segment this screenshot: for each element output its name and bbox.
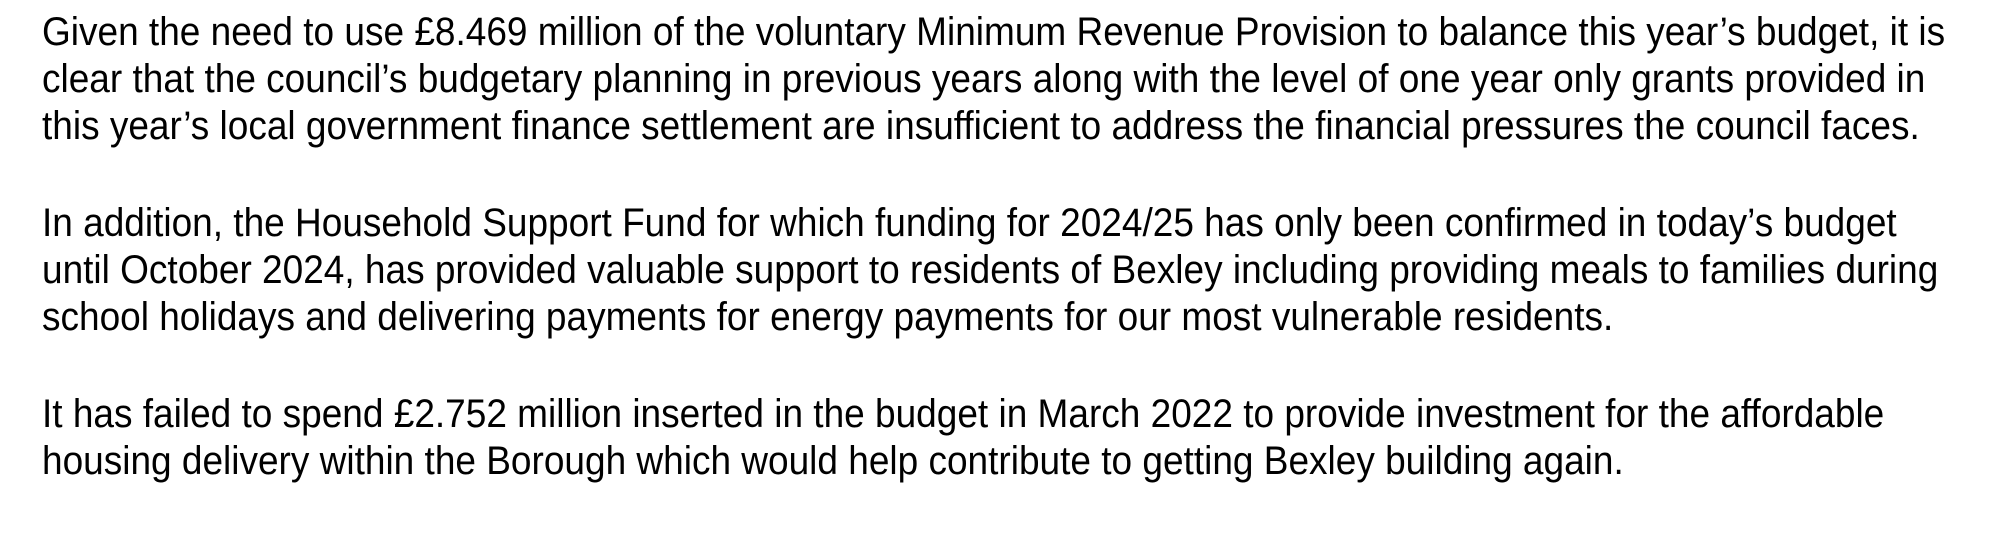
paragraph-household-support-fund xyxy=(42,200,2000,341)
paragraph-affordable-housing xyxy=(42,391,2000,485)
text-line: It has failed to spend £2.752 million inserted in the budget in March 2022 to provide investment for the affordable xyxy=(42,392,1885,436)
paragraph-minimum-revenue-provision xyxy=(42,9,2000,150)
document-text xyxy=(42,9,2000,535)
text-line: Given the need to use £8.469 million of the voluntary Minimum Revenue Provision to balance this year’s budget, it is xyxy=(42,10,1946,54)
text-line: this year’s local government finance settlement are insufficient to address the financial pressures the council faces. xyxy=(42,104,1920,148)
text-line: school holidays and delivering payments for energy payments for our most vulnerable residents. xyxy=(42,295,1614,339)
text-line: housing delivery within the Borough which would help contribute to getting Bexley building again. xyxy=(42,439,1624,483)
text-line: clear that the council’s budgetary planning in previous years along with the level of one year only grants provided in xyxy=(42,57,1926,101)
text-line: In addition, the Household Support Fund for which funding for 2024/25 has only been confirmed in today’s budget xyxy=(42,201,1897,245)
text-line: until October 2024, has provided valuable support to residents of Bexley including providing meals to families during xyxy=(42,248,1939,292)
